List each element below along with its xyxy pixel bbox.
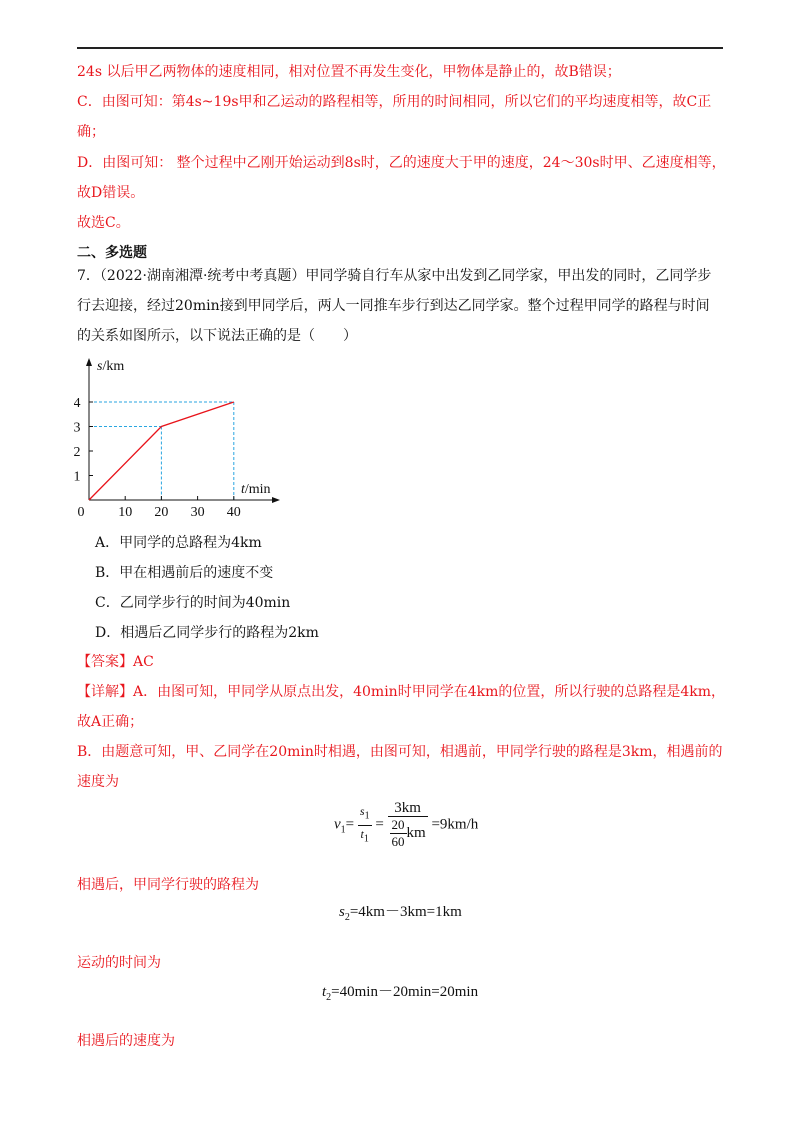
question-line: 行去迎接，经过20min接到甲同学后，两人一同推车步行到达乙同学家。整个过程甲同学的路程与时间 bbox=[77, 298, 710, 314]
origin-label: 0 bbox=[77, 505, 85, 520]
text-line: 故D错误。 bbox=[77, 185, 145, 201]
formula-speed-before: $v_1=$ $\frac{s_1}{t_1}$ = 3km $\frac{20}{60}$ km =9km/h bbox=[334, 800, 479, 849]
x-axis-arrow bbox=[272, 497, 280, 503]
option-a: A．甲同学的总路程为4km bbox=[95, 535, 262, 551]
detail-line: 【详解】A．由图可知，甲同学从原点出发，40min时甲同学在4km的位置，所以行驶的总路程是4km， bbox=[77, 684, 726, 700]
option-d: D．相遇后乙同学步行的路程为2km bbox=[95, 625, 319, 641]
dashed-guides bbox=[89, 402, 234, 500]
text-line: C．由图可知：第4s~19s甲和乙运动的路程相等，所用的时间相同，所以它们的平均速度相等，故C正 bbox=[77, 94, 712, 110]
detail-line: 相遇后，甲同学行驶的路程为 bbox=[77, 877, 259, 893]
option-c: C．乙同学步行的时间为40min bbox=[95, 595, 291, 611]
detail-line: B．由题意可知，甲、乙同学在20min时相遇，由图可知，相遇前，甲同学行驶的路程是3km，相遇前的 bbox=[77, 744, 723, 760]
y-tick-label: 4 bbox=[74, 396, 81, 411]
text-line: 24s 以后甲乙两物体的速度相同，相对位置不再发生变化，甲物体是静止的，故B错误； bbox=[77, 64, 621, 80]
x-tick-label: 10 bbox=[118, 505, 133, 520]
y-axis-arrow bbox=[86, 358, 92, 366]
x-tick-label: 20 bbox=[154, 505, 169, 520]
text-line: 确； bbox=[77, 124, 105, 140]
detail-line: 速度为 bbox=[77, 774, 119, 790]
series-line bbox=[89, 402, 234, 500]
distance-time-graph bbox=[74, 352, 294, 522]
detail-line: 故A正确； bbox=[77, 714, 144, 730]
y-axis-label: s/km bbox=[97, 359, 125, 374]
section-heading: 二、多选题 bbox=[77, 245, 147, 261]
formula-time-after: $t_2=40\min-20\min=20\min$ bbox=[322, 984, 479, 1003]
header-rule bbox=[77, 47, 723, 49]
y-tick-label: 1 bbox=[74, 469, 81, 485]
question-line: 的关系如图所示，以下说法正确的是（ ） bbox=[77, 328, 357, 344]
detail-line: 运动的时间为 bbox=[77, 955, 161, 971]
option-b: B．甲在相遇前后的速度不变 bbox=[95, 565, 274, 581]
formula-distance-after: $s_2=4km-3km=1km$ bbox=[339, 904, 462, 923]
x-tick-label: 30 bbox=[190, 505, 205, 520]
question-line: 7．（2022·湖南湘潭·统考中考真题）甲同学骑自行车从家中出发到乙同学家，甲出发的同时，乙同学步 bbox=[77, 268, 712, 284]
x-tick-label: 40 bbox=[226, 505, 241, 520]
y-tick-label: 3 bbox=[74, 420, 81, 436]
answer: 【答案】AC bbox=[77, 654, 154, 670]
detail-line: 相遇后的速度为 bbox=[77, 1033, 175, 1049]
series-polyline bbox=[89, 402, 234, 500]
text-line: 故选C。 bbox=[77, 215, 130, 231]
tick-labels bbox=[74, 359, 271, 520]
y-tick-label: 2 bbox=[74, 445, 81, 460]
text-line: D．由图可知： 整个过程中乙刚开始运动到8s时，乙的速度大于甲的速度，24～30s时甲、乙速度相等， bbox=[77, 155, 726, 171]
x-axis-label: t/min bbox=[241, 482, 271, 497]
